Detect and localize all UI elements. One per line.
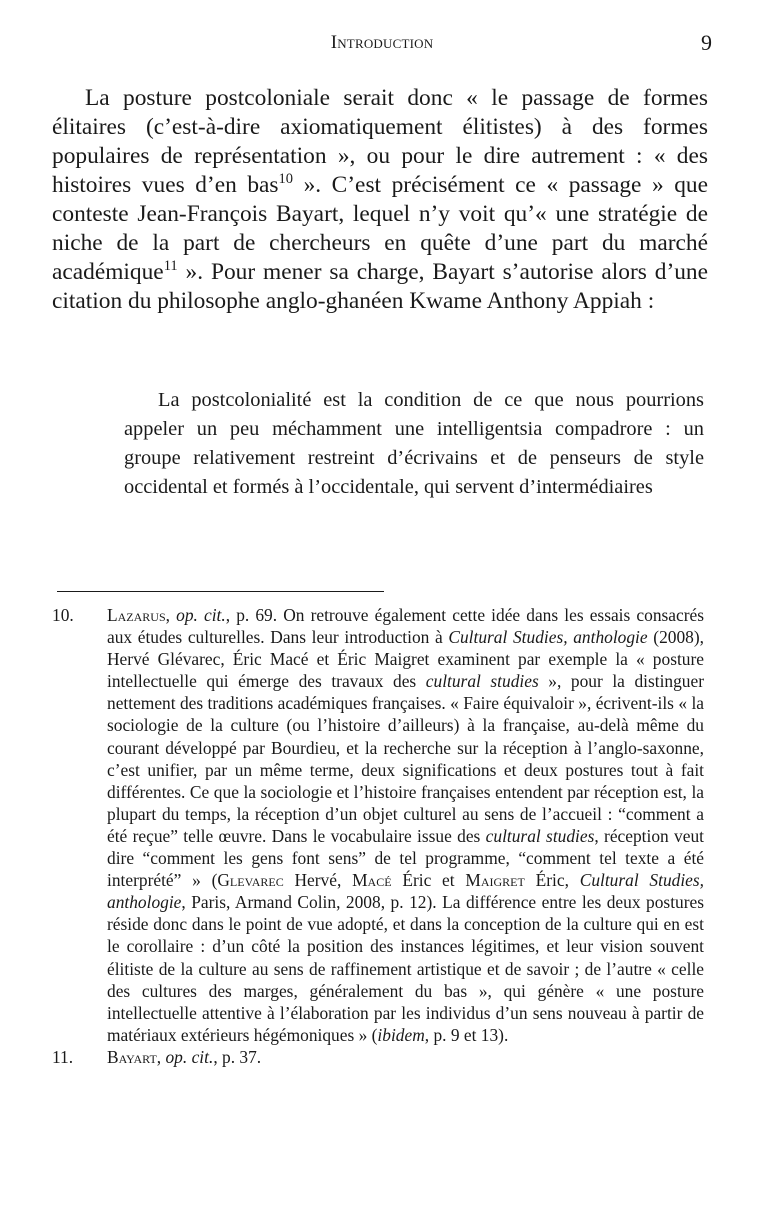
text-run: ». Pour mener sa charge, Bayart s’autorise alors d’une citation du philosophe anglo-ghanéen Kwame Anthony Appiah :	[52, 259, 708, 314]
text-run: , Paris, Armand Colin, 2008, p. 12). La différence entre les deux postures réside donc dans le point de vue adopté, et dans la conception de la culture qui en est le corollaire : d’un côté la position des instances légitimes, et leur vision souvent élitiste de la culture au sens de raffinement artistique et de savoir ; de l’autre « celle des cultures des marges, généralement du bas », qui génère « une posture intellectuelle attentive à l’élaboration par les individus d’un sens nouveau à partir de matériaux extérieurs hégémoniques » (	[107, 892, 704, 1045]
italic-run: ibidem	[377, 1024, 425, 1045]
text-run: Éric et	[391, 870, 466, 891]
block-quote	[124, 386, 704, 502]
author-name: Macé	[352, 870, 392, 891]
footnote-ref-11: 11	[163, 258, 178, 275]
page-number: 9	[701, 30, 712, 55]
text-run: , réception veut dire “comment les gens font sens” de tel programme, “comment tel texte a été interprété” » (	[107, 825, 704, 891]
body-text	[52, 84, 708, 316]
footnote-separator	[57, 591, 384, 592]
footnote-10	[52, 604, 704, 1046]
text-run: ,	[156, 1046, 166, 1067]
footnote-number: 10.	[52, 605, 74, 625]
footnote-11	[52, 1046, 704, 1068]
italic-run: Cultural Studies, anthologie	[448, 627, 648, 648]
running-head	[52, 32, 712, 58]
author-name: Bayart	[107, 1046, 157, 1067]
author-name: Lazarus	[107, 605, 166, 625]
italic-run: op. cit.	[165, 1046, 214, 1067]
italic-run: Cultural Studies, anthologie	[107, 870, 705, 913]
footnotes	[52, 604, 704, 1068]
text-run: », pour la distinguer nettement des traditions académiques françaises. « Faire équivaloir », écrivent-ils « la sociologie de la culture (ou l’histoire d’ailleurs) à la française, au-delà même du courant développé par Bourdieu, et la recherche sur la réception à l’anglo-saxonne, c’est unifier, par un même terme, deux significations et deux postures tout à fait différentes. Ce que la sociologie et l’histoire françaises entendent par réception est, la plupart du temps, la réception d’un objet culturel au sens de l’accueil : “comment a été reçue” telle œuvre. Dans le vocabulaire issue des	[107, 671, 705, 846]
italic-run: cultural studies	[425, 671, 539, 692]
body-paragraph	[52, 84, 708, 316]
text-run: Éric,	[524, 870, 580, 891]
italic-run: op. cit.	[176, 605, 226, 625]
running-title: Introduction	[330, 32, 434, 53]
footnote-ref-10: 10	[278, 171, 294, 188]
text-run: (2008), Hervé Glévarec, Éric Macé et Éric Maigret examinent par exemple la « posture intellectuelle qui émerge des travaux des	[107, 627, 704, 692]
italic-run: cultural studies	[485, 825, 595, 846]
footnote-number: 11.	[52, 1046, 74, 1067]
text-run: , p. 69. On retrouve également cette idée dans les essais consacrés aux études culturelles. Dans leur introduction à	[107, 605, 704, 648]
text-run: , p. 37.	[213, 1046, 262, 1067]
quote-paragraph: La postcolonialité est la condition de ce que nous pourrions appeler un peu méchamment une intelligentsia compadrore : un groupe relativement restreint d’écrivains et de penseurs de style occidental et formés à l’occidentale, qui servent d’intermédiaires	[124, 389, 704, 498]
text-run: Hervé,	[283, 870, 353, 891]
text-run: ,	[165, 605, 177, 625]
text-run: La posture postcoloniale serait donc « le passage de formes élitaires (c’est-à-dire axiomatiquement élitistes) à des formes populaires de représentation », ou pour le dire autrement : « des histoires vues d’en bas	[52, 85, 708, 198]
text-run: , p. 9 et 13).	[424, 1024, 509, 1045]
text-run: ». C’est précisément ce « passage » que conteste Jean-François Bayart, lequel n’y voit qu’« une stratégie de niche de la part de chercheurs en quête d’une part du marché académique	[52, 172, 708, 285]
author-name: Glevarec	[217, 870, 284, 891]
author-name: Maigret	[465, 870, 525, 891]
